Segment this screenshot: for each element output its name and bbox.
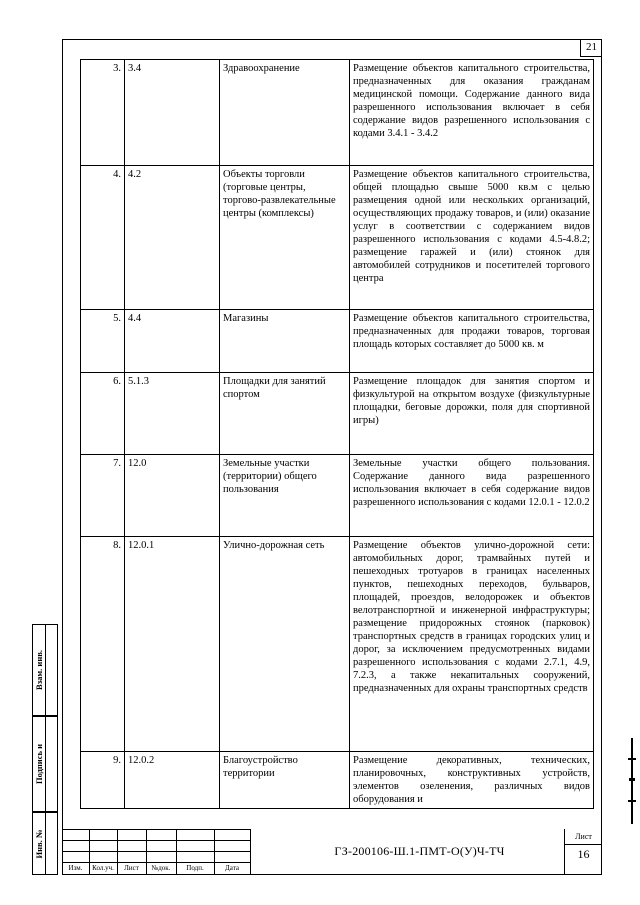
table-row [81,60,594,166]
row-name: Благоустройство территории [220,752,350,809]
row-number: 4. [81,166,125,310]
row-code: 12.0.2 [125,752,220,809]
row-description: Размещение объектов капитального строительства, предназначенных для продажи товаров, торговая площадь которых составляет до 5000 кв. м [350,310,594,373]
row-code: 4.2 [125,166,220,310]
side-label-podpis: Подпись и [34,743,44,785]
page-number: 21 [580,39,602,57]
row-description: Размещение площадок для занятия спортом и физкультурой на открытом воздухе (физкультурные площадки, беговые дорожки, поля для спортивной игры) [350,373,594,455]
row-name: Магазины [220,310,350,373]
row-code: 5.1.3 [125,373,220,455]
sheet-box [564,829,602,875]
sheet-label: Лист [565,829,602,845]
row-description: Земельные участки общего пользования. Содержание данного вида разрешенного использования включает в себя содержание видов разрешенного использования с кодами 12.0.1 - 12.0.2 [350,455,594,537]
row-code: 12.0 [125,455,220,537]
side-label-inv: Инв. № [34,829,44,858]
row-number: 5. [81,310,125,373]
row-name: Улично-дорожная сеть [220,537,350,752]
row-description: Размещение объектов улично-дорожной сети: автомобильных дорог, трамвайных путей и пешеходных тротуаров в границах населенных пунктов, пешеходных переходов, бульваров, площадей, проездов, велодорожек и объектов велотранспортной и инженерной инфраструктуры; размещение придорожных стоянок (парковок) транспортных средств в границах городских улиц и дорог, за исключением предусмотренных видами разрешенного использования с кодами 2.7.1, 4.9, 7.2.3, а также некапитальных сооружений, предназначенных для охраны транспортных средств [350,537,594,752]
row-name: Объекты торговли (торговые центры, торгово-развлекательные центры (комплексы) [220,166,350,310]
row-number: 6. [81,373,125,455]
land-use-table [80,59,594,809]
side-field-podpis [32,716,58,812]
row-description: Размещение объектов капитального строительства, общей площадью свыше 5000 кв.м с целью размещения одной или нескольких организаций, осуществляющих продажу товаров, и (или) оказание услуг в соответствии с содержанием видов разрешенного использования с кодами 4.5-4.8.2; размещение гаражей и (или) стоянок для автомобилей сотрудников и посетителей торгового центра [350,166,594,310]
stamp-grid [62,829,250,875]
row-code: 4.4 [125,310,220,373]
table-row [81,455,594,537]
row-number: 8. [81,537,125,752]
table-row [81,537,594,752]
side-field-inv [32,812,58,875]
row-code: 3.4 [125,60,220,166]
row-name: Здравоохранение [220,60,350,166]
table-row [81,752,594,809]
row-name: Площадки для занятий спортом [220,373,350,455]
table-row [81,166,594,310]
row-number: 7. [81,455,125,537]
stamp-header: Дата [225,864,239,872]
row-code: 12.0.1 [125,537,220,752]
row-name: Земельные участки (территории) общего пользования [220,455,350,537]
table-row [81,310,594,373]
side-field-vzam [32,624,58,716]
row-number: 9. [81,752,125,809]
stamp-header: №док. [151,864,171,872]
stamp-header: Подп. [186,864,204,872]
document-code: ГЗ-200106-Ш.1-ПМТ-О(У)Ч-ТЧ [334,844,505,858]
row-number: 3. [81,60,125,166]
binding-mark [628,738,636,824]
stamp-header: Кол.уч. [92,864,114,872]
stamp-header: Изм. [68,864,83,872]
stamp-header: Лист [124,864,139,872]
table-row [81,373,594,455]
sheet-number: 16 [577,847,590,861]
side-label-vzam: Взам. инв. [34,650,44,690]
row-description: Размещение объектов капитального строительства, предназначенных для оказания гражданам медицинской помощи. Содержание данного вида разрешенного использования включает в себя содержание видов разрешенного использования с кодами 3.4.1 - 3.4.2 [350,60,594,166]
title-block [62,829,602,875]
row-description: Размещение декоративных, технических, планировочных, конструктивных устройств, элементов озеленения, различных видов оборудования и [350,752,594,809]
